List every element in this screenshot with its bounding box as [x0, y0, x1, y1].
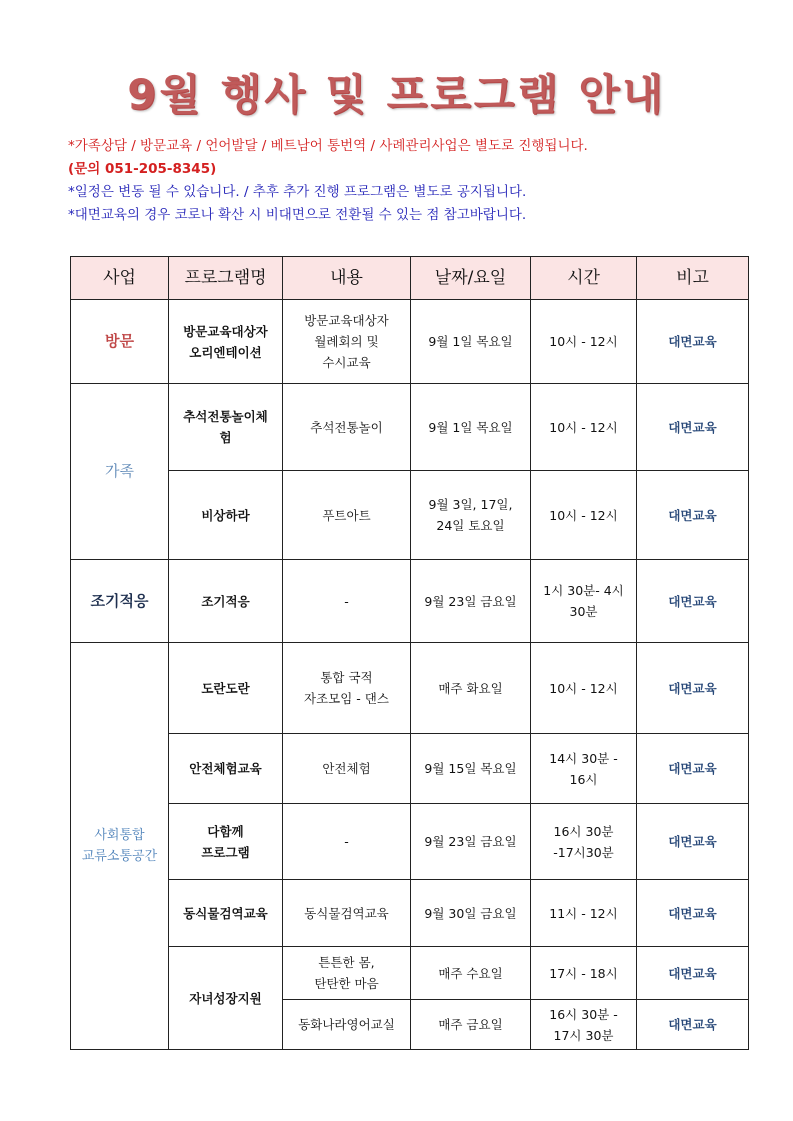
table-row	[71, 947, 749, 1000]
program-time: 16시 30분 -17시30분	[531, 804, 637, 880]
program-time: 10시 - 12시	[531, 384, 637, 471]
program-time: 1시 30분- 4시 30분	[531, 560, 637, 643]
program-remark: 대면교육	[637, 471, 749, 560]
program-remark: 대면교육	[637, 1000, 749, 1050]
program-date: 9월 23일 금요일	[411, 804, 531, 880]
program-date: 매주 수요일	[411, 947, 531, 1000]
program-time: 14시 30분 - 16시	[531, 734, 637, 804]
program-name: 동식물검역교육	[169, 880, 283, 947]
program-date: 9월 1일 목요일	[411, 300, 531, 384]
program-name: 조기적응	[169, 560, 283, 643]
notice-schedule-change: *일정은 변동 될 수 있습니다. / 추후 추가 진행 프로그램은 별도로 공지됩니다.	[68, 184, 527, 200]
program-name: 안전체험교육	[169, 734, 283, 804]
program-schedule-table	[70, 256, 749, 1050]
notice-separate-programs: *가족상담 / 방문교육 / 언어발달 / 베트남어 통번역 / 사례관리사업은 별도로 진행됩니다.	[68, 138, 588, 154]
program-time: 17시 - 18시	[531, 947, 637, 1000]
program-remark: 대면교육	[637, 734, 749, 804]
table-row	[71, 643, 749, 734]
table-row	[71, 471, 749, 560]
program-content: 튼튼한 몸, 탄탄한 마음	[283, 947, 411, 1000]
program-name: 자녀성장지원	[169, 947, 283, 1050]
header-business: 사업	[71, 257, 169, 300]
program-content: -	[283, 804, 411, 880]
table-row	[71, 300, 749, 384]
program-date: 9월 23일 금요일	[411, 560, 531, 643]
table-row	[71, 384, 749, 471]
program-time: 10시 - 12시	[531, 300, 637, 384]
program-remark: 대면교육	[637, 300, 749, 384]
program-remark: 대면교육	[637, 947, 749, 1000]
program-content: 푸트아트	[283, 471, 411, 560]
program-remark: 대면교육	[637, 560, 749, 643]
program-content: 추석전통놀이	[283, 384, 411, 471]
table-header-row	[71, 257, 749, 300]
table-row	[71, 560, 749, 643]
program-content: 방문교육대상자 월례회의 및 수시교육	[283, 300, 411, 384]
notice-contact-phone: (문의 051-205-8345)	[68, 161, 217, 177]
program-date: 9월 3일, 17일, 24일 토요일	[411, 471, 531, 560]
program-name: 방문교육대상자 오리엔테이션	[169, 300, 283, 384]
category-social-integration: 사회통합 교류소통공간	[71, 643, 169, 1050]
program-content: -	[283, 560, 411, 643]
program-date: 9월 1일 목요일	[411, 384, 531, 471]
header-time: 시간	[531, 257, 637, 300]
program-date: 매주 금요일	[411, 1000, 531, 1050]
program-name: 다함께 프로그램	[169, 804, 283, 880]
notice-covid-online: *대면교육의 경우 코로나 확산 시 비대면으로 전환될 수 있는 점 참고바랍니다.	[68, 207, 527, 223]
program-date: 9월 30일 금요일	[411, 880, 531, 947]
header-remarks: 비고	[637, 257, 749, 300]
header-content: 내용	[283, 257, 411, 300]
program-content: 동화나라영어교실	[283, 1000, 411, 1050]
table-row	[71, 880, 749, 947]
category-visit: 방문	[71, 300, 169, 384]
category-family: 가족	[71, 384, 169, 560]
program-remark: 대면교육	[637, 804, 749, 880]
program-remark: 대면교육	[637, 880, 749, 947]
program-time: 10시 - 12시	[531, 643, 637, 734]
notice-block	[68, 135, 768, 227]
page-title: 9월 행사 및 프로그램 안내	[127, 70, 666, 119]
program-time: 11시 - 12시	[531, 880, 637, 947]
program-remark: 대면교육	[637, 643, 749, 734]
header-program-name: 프로그램명	[169, 257, 283, 300]
program-time: 10시 - 12시	[531, 471, 637, 560]
program-name: 도란도란	[169, 643, 283, 734]
program-content: 동식물검역교육	[283, 880, 411, 947]
category-early-adaptation: 조기적응	[71, 560, 169, 643]
program-content: 안전체험	[283, 734, 411, 804]
program-name: 비상하라	[169, 471, 283, 560]
header-date-day: 날짜/요일	[411, 257, 531, 300]
program-remark: 대면교육	[637, 384, 749, 471]
program-date: 매주 화요일	[411, 643, 531, 734]
program-date: 9월 15일 목요일	[411, 734, 531, 804]
table-row	[71, 734, 749, 804]
program-name: 추석전통놀이체 험	[169, 384, 283, 471]
program-content: 통합 국적 자조모임 - 댄스	[283, 643, 411, 734]
program-time: 16시 30분 - 17시 30분	[531, 1000, 637, 1050]
table-row	[71, 804, 749, 880]
